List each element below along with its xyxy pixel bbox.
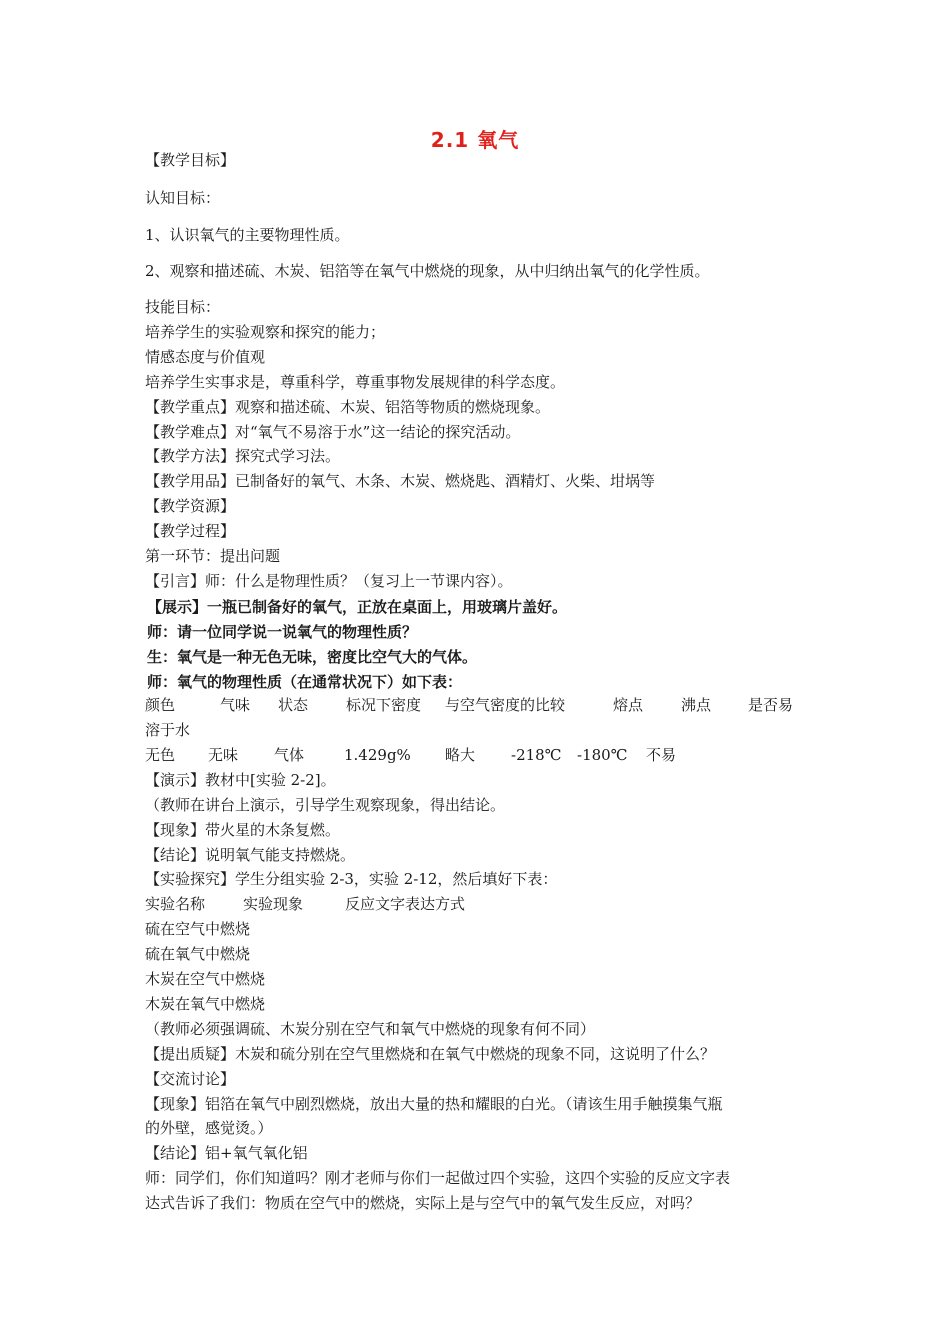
table-header-cell: 颜色 xyxy=(145,696,176,714)
conclusion-1: 【结论】说明氧气能支持燃烧。 xyxy=(145,846,356,864)
table-header-cell: 标况下密度 xyxy=(346,696,422,714)
step-1: 第一环节：提出问题 xyxy=(145,547,281,565)
table-value-cell: 不易 xyxy=(646,746,677,764)
experiment-header-cell: 反应文字表达方式 xyxy=(345,895,466,913)
experiment-row: 木炭在空气中燃烧 xyxy=(145,970,266,988)
table-header-cell: 状态 xyxy=(278,696,309,714)
table-value-cell: 1.429g% xyxy=(344,746,411,764)
student-answer: 生：氧气是一种无色无味，密度比空气大的气体。 xyxy=(147,648,478,666)
closing-line-1: 师：同学们，你们知道吗？刚才老师与你们一起做过四个实验，这四个实验的反应文字表 xyxy=(145,1169,731,1187)
cognitive-heading: 认知目标： xyxy=(145,189,221,207)
experiment-header-cell: 实验名称 xyxy=(145,895,206,913)
table-value-cell: 无味 xyxy=(208,746,239,764)
emotion-heading: 情感态度与价值观 xyxy=(145,348,266,366)
experiment-row: 硫在空气中燃烧 xyxy=(145,920,251,938)
phenomenon-2: 【现象】铝箔在氧气中剧烈燃烧，放出大量的热和耀眼的白光。（请该生用手触摸集气瓶 xyxy=(145,1095,723,1113)
teacher-question: 师：请一位同学说一说氧气的物理性质？ xyxy=(147,623,418,641)
teacher-note: （教师必须强调硫、木炭分别在空气和氧气中燃烧的现象有何不同） xyxy=(145,1020,596,1038)
table-header-cell: 是否易 xyxy=(748,696,794,714)
display-line: 【展示】一瓶已制备好的氧气，正放在桌面上，用玻璃片盖好。 xyxy=(147,598,568,616)
demo-note: （教师在讲台上演示，引导学生观察现象，得出结论。 xyxy=(145,796,506,814)
teaching-resources: 【教学资源】 xyxy=(145,497,236,515)
table-header-cell: 气味 xyxy=(220,696,251,714)
skill-heading: 技能目标： xyxy=(145,298,221,316)
objective-item-1: 1、认识氧气的主要物理性质。 xyxy=(145,226,350,244)
question: 【提出质疑】木炭和硫分别在空气里燃烧和在氧气中燃烧的现象不同，这说明了什么？ xyxy=(145,1045,716,1063)
experiment-table-header xyxy=(145,894,805,914)
phenomenon-1: 【现象】带火星的木条复燃。 xyxy=(145,821,341,839)
experiment-header-cell: 实验现象 xyxy=(243,895,304,913)
key-point: 【教学重点】观察和描述硫、木炭、铝箔等物质的燃烧现象。 xyxy=(145,398,551,416)
teaching-supplies: 【教学用品】已制备好的氧气、木条、木炭、燃烧匙、酒精灯、火柴、坩埚等 xyxy=(145,472,656,490)
table-value-cell: -218℃ xyxy=(511,746,562,764)
demo: 【演示】教材中[实验 2-2]。 xyxy=(145,771,336,789)
property-table-header xyxy=(145,695,805,715)
experiment-row: 硫在氧气中燃烧 xyxy=(145,945,251,963)
conclusion-2: 【结论】铝+氧气氧化铝 xyxy=(145,1144,308,1162)
emotion-text: 培养学生实事求是，尊重科学，尊重事物发展规律的科学态度。 xyxy=(145,373,566,391)
table-value-cell: 略大 xyxy=(445,746,476,764)
table-header-wrap: 溶于水 xyxy=(145,721,191,739)
experiment-row: 木炭在氧气中燃烧 xyxy=(145,995,266,1013)
table-value-cell: 气体 xyxy=(274,746,305,764)
objectives-header: 【教学目标】 xyxy=(145,151,236,169)
phenomenon-2-continued: 的外壁，感觉烫。） xyxy=(145,1119,273,1137)
table-header-cell: 沸点 xyxy=(681,696,712,714)
difficulty: 【教学难点】对“氧气不易溶于水”这一结论的探究活动。 xyxy=(145,423,521,441)
page-title: 2.1 氧气 xyxy=(430,128,520,152)
lead-in: 【引言】师：什么是物理性质？（复习上一节课内容）。 xyxy=(145,572,513,590)
property-table-values xyxy=(145,745,805,765)
closing-line-2: 达式告诉了我们：物质在空气中的燃烧，实际上是与空气中的氧气发生反应，对吗？ xyxy=(145,1194,701,1212)
discussion: 【交流讨论】 xyxy=(145,1070,236,1088)
table-intro: 师：氧气的物理性质（在通常状况下）如下表： xyxy=(147,673,463,691)
teaching-method: 【教学方法】探究式学习法。 xyxy=(145,447,341,465)
skill-text: 培养学生的实验观察和探究的能力； xyxy=(145,323,386,341)
table-value-cell: -180℃ xyxy=(577,746,628,764)
table-header-cell: 熔点 xyxy=(613,696,644,714)
table-value-cell: 无色 xyxy=(145,746,176,764)
explore: 【实验探究】学生分组实验 2-3，实验 2-12，然后填好下表： xyxy=(145,870,558,888)
table-header-cell: 与空气密度的比较 xyxy=(445,696,566,714)
objective-item-2: 2、观察和描述硫、木炭、铝箔等在氧气中燃烧的现象，从中归纳出氧气的化学性质。 xyxy=(145,262,710,280)
teaching-process: 【教学过程】 xyxy=(145,522,236,540)
